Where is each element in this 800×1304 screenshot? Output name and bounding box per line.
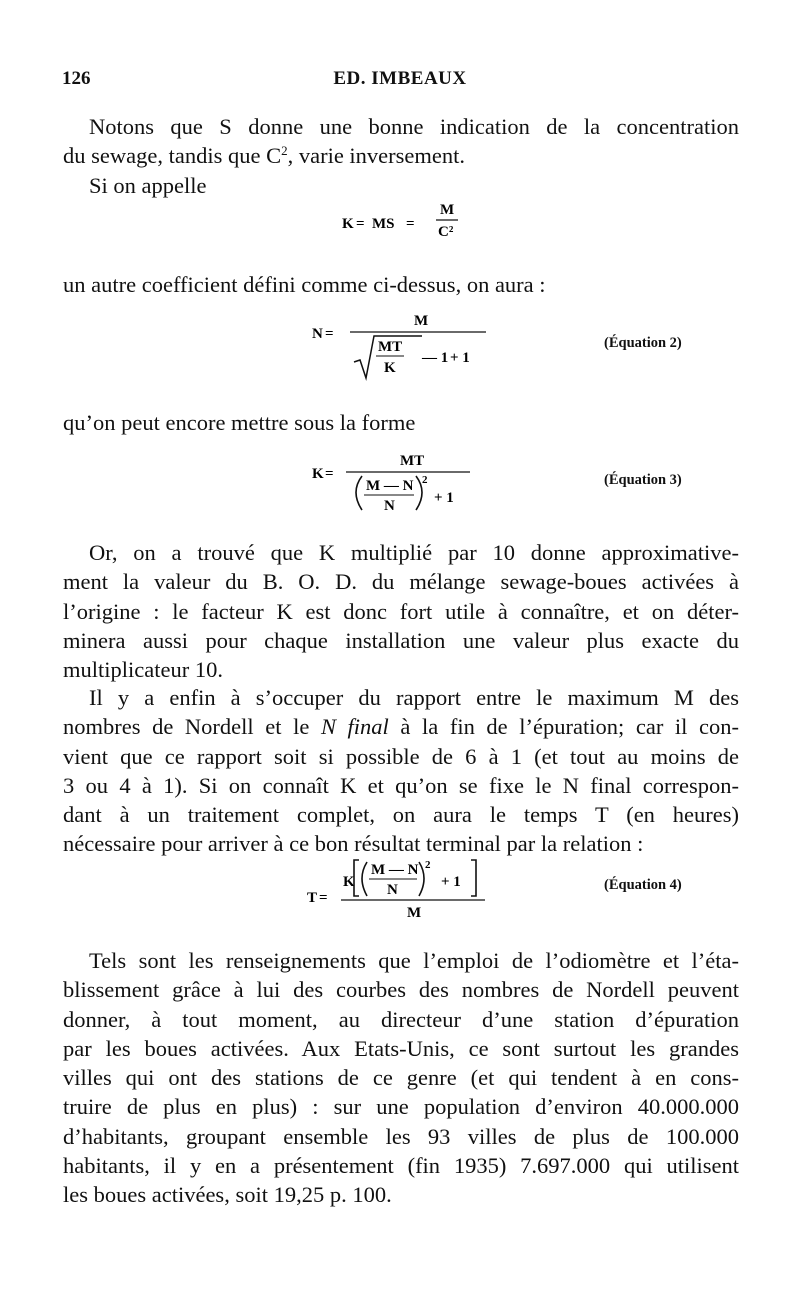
text-line: Si on appelle bbox=[89, 172, 207, 198]
eq-numerator: M bbox=[414, 313, 429, 329]
radicand-numerator: MT bbox=[378, 339, 403, 355]
paragraph-3 bbox=[63, 408, 739, 437]
equation-2-svg bbox=[310, 308, 510, 388]
text-line: les boues activées, soit 19,25 p. 100. bbox=[63, 1182, 392, 1208]
equation-2 bbox=[310, 308, 510, 393]
text-line: nécessaire pour arriver à ce bon résultat terminal par la relation : bbox=[63, 831, 644, 857]
text-line: blissement grâce à lui des courbes des nombres de Nordell peuvent bbox=[63, 977, 739, 1003]
eq-symbol: = bbox=[356, 216, 365, 232]
left-parenthesis bbox=[362, 862, 367, 896]
eq-symbol: MS bbox=[372, 216, 395, 232]
text-line: ment la valeur du B. O. D. du mélange sewage-boues activées à bbox=[63, 569, 739, 595]
page-header bbox=[62, 68, 738, 92]
italic-term: N final bbox=[320, 714, 389, 740]
paragraph-5 bbox=[63, 683, 739, 859]
text-line: d’habitants, groupant ensemble les 93 villes de plus de 100.000 bbox=[63, 1123, 739, 1149]
paragraph-6 bbox=[63, 946, 739, 1210]
equation-4-label: (Équation 4) bbox=[604, 877, 682, 893]
text-line: villes qui ont des stations de ce genre (et qui tendent à en cons- bbox=[63, 1065, 739, 1091]
left-parenthesis bbox=[356, 476, 362, 510]
text-line: habitants, il y en a présentement (fin 1935) 7.697.000 qui utilisent bbox=[63, 1153, 739, 1179]
eq-numerator: M bbox=[440, 202, 455, 218]
text-line: donner, à tout moment, au directeur d’une station d’épuration bbox=[63, 1006, 739, 1032]
eq-symbol: = bbox=[319, 890, 328, 906]
eq-symbol: N bbox=[312, 326, 323, 342]
right-bracket bbox=[471, 860, 476, 896]
text-fragment: , varie inversement. bbox=[287, 143, 466, 169]
equation-4-svg bbox=[305, 856, 525, 936]
inner-numerator: M — N bbox=[366, 478, 414, 494]
eq-numerator: MT bbox=[400, 453, 425, 469]
equation-2-label: (Équation 2) bbox=[604, 335, 682, 351]
text-fragment: à la fin de l’épuration; car il con- bbox=[388, 714, 739, 740]
text-line: par les boues activées. Aux Etats-Unis, ce sont surtout les grandes bbox=[63, 1035, 739, 1061]
equation-3 bbox=[310, 444, 510, 529]
eq-symbol: = bbox=[325, 466, 334, 482]
text-line: 3 ou 4 à 1). Si on connaît K et qu’on se fixe le N final correspon- bbox=[63, 772, 739, 798]
text-fragment: du sewage, tandis que C bbox=[63, 143, 282, 169]
eq-term: + 1 bbox=[450, 350, 470, 366]
inner-numerator: M — N bbox=[371, 862, 419, 878]
text-line: Tels sont les renseignements que l’emploi de l’odiomètre et l’éta- bbox=[89, 948, 739, 973]
text-line: Il y a enfin à s’occuper du rapport entre le maximum M des bbox=[89, 685, 739, 710]
eq-denominator: M bbox=[407, 905, 422, 921]
exponent: 2 bbox=[422, 474, 428, 486]
inner-denominator: N bbox=[387, 882, 398, 898]
text-line: Notons que S donne une bonne indication de la concentration bbox=[89, 114, 739, 139]
text-line: truire de plus en plus) : sur une population d’environ 40.000.000 bbox=[63, 1094, 739, 1120]
text-line: Or, on a trouvé que K multiplié par 10 donne approximative- bbox=[89, 540, 739, 565]
text-line: vient que ce rapport soit si possible de 6 à 1 (et tout au moins de bbox=[63, 743, 739, 769]
equation-3-label: (Équation 3) bbox=[604, 472, 682, 488]
equation-1-svg bbox=[340, 196, 480, 246]
paragraph-1 bbox=[63, 112, 739, 200]
text-line: l’origine : le facteur K est donc fort utile à connaître, et on déter- bbox=[63, 598, 739, 624]
text-line: un autre coefficient défini comme ci-dessus, on aura : bbox=[63, 272, 546, 297]
eq-term: + 1 bbox=[434, 490, 454, 506]
right-parenthesis bbox=[419, 862, 424, 896]
text-line: dant à un traitement complet, on aura le temps T (en heures) bbox=[63, 802, 739, 828]
text-line: minera aussi pour chaque installation une valeur plus exacte du bbox=[63, 627, 739, 653]
text-fragment: nombres de Nordell et le bbox=[63, 714, 321, 740]
radicand-denominator: K bbox=[384, 360, 396, 376]
eq-symbol: T bbox=[307, 890, 318, 906]
eq-denominator: C² bbox=[438, 224, 454, 240]
text-line: multiplicateur 10. bbox=[63, 657, 223, 683]
text-line bbox=[63, 141, 739, 170]
inner-denominator: N bbox=[384, 498, 395, 514]
eq-symbol: = bbox=[406, 216, 415, 232]
eq-term: + 1 bbox=[441, 874, 461, 890]
eq-symbol: K bbox=[343, 874, 355, 890]
equation-3-svg bbox=[310, 444, 510, 524]
paragraph-4 bbox=[63, 538, 739, 684]
eq-symbol: K bbox=[342, 216, 354, 232]
page-number: 126 bbox=[62, 68, 91, 89]
paragraph-2 bbox=[63, 270, 739, 299]
running-head: ED. IMBEAUX bbox=[333, 68, 467, 89]
superscript: 2 bbox=[281, 143, 288, 159]
eq-symbol: K bbox=[312, 466, 324, 482]
equation-1 bbox=[340, 196, 480, 251]
exponent: 2 bbox=[425, 859, 431, 871]
text-line bbox=[63, 712, 739, 741]
text-line: qu’on peut encore mettre sous la forme bbox=[63, 410, 416, 435]
equation-4 bbox=[305, 856, 525, 941]
eq-symbol: = bbox=[325, 326, 334, 342]
left-bracket bbox=[354, 860, 359, 896]
eq-term: — 1 bbox=[422, 350, 449, 366]
